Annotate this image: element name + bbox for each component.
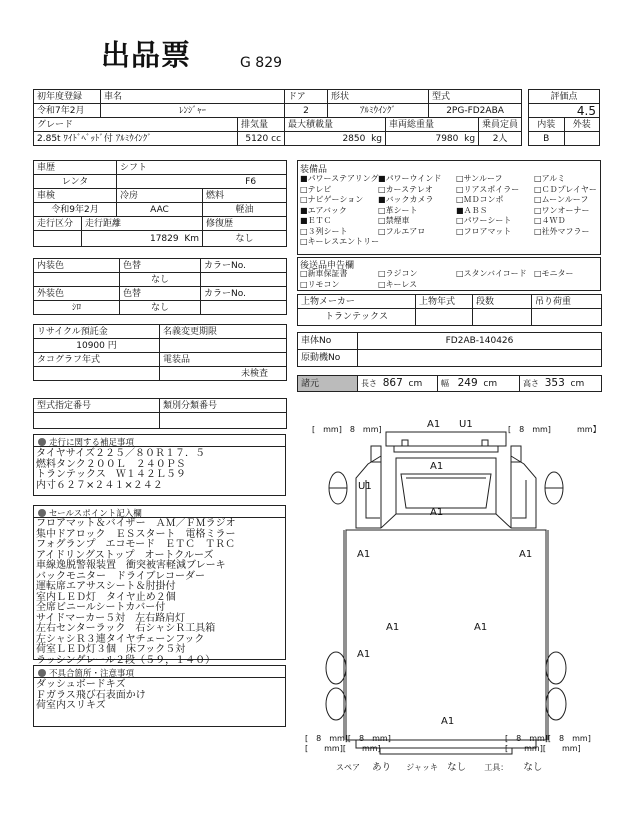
docs-item-label: ラジコン xyxy=(385,269,418,278)
exterior-grade-value xyxy=(564,132,600,146)
note-line: 集中ドアロック ＥＳスタート 電格ミラー xyxy=(36,528,236,540)
unchecked-box-icon: □ xyxy=(534,216,542,225)
equipment-item-label: ３列シート xyxy=(307,226,348,236)
unchecked-box-icon: □ xyxy=(534,269,542,278)
equipment-item xyxy=(300,194,363,205)
equipment-item xyxy=(378,194,434,205)
note-line: フロアマット＆バイザー ＡＭ／ＦＭラジオ xyxy=(36,518,236,529)
spare-label: スペア xyxy=(336,763,360,772)
equipment-item-label: フロアマット xyxy=(463,226,512,236)
max-load-label: 最大積載量 xyxy=(285,118,386,132)
aircon-label: 冷房 xyxy=(117,189,203,203)
docs-item xyxy=(378,268,418,279)
docs-item xyxy=(378,279,417,290)
tire-rear-right-1: [ 8 mm][ 8 mm] xyxy=(505,734,591,743)
checked-box-icon: ■ xyxy=(300,205,308,215)
equipment-item xyxy=(378,205,418,216)
equipment-item-label: エアバック xyxy=(307,205,347,215)
equipment-item xyxy=(300,173,379,184)
equipment-item xyxy=(456,226,511,237)
equipment-item-label: フルエアロ xyxy=(385,226,426,236)
equipment-item xyxy=(456,215,511,226)
docs-item-label: スタンバイコード xyxy=(463,269,527,278)
tool-value: なし xyxy=(523,762,543,773)
tool-label: 工具： xyxy=(484,763,509,772)
checked-box-icon: ■ xyxy=(300,216,308,225)
docs-item xyxy=(300,268,348,279)
unchecked-box-icon: □ xyxy=(456,226,464,236)
sales-points-header: セールスポイント記入欄 xyxy=(33,505,286,518)
equipment-item xyxy=(456,184,519,195)
unchecked-box-icon: □ xyxy=(300,280,308,289)
electrical-label: 電装品 xyxy=(160,353,287,367)
note-line: アイドリングストップ オートクルーズ xyxy=(36,549,214,561)
inspection-label: 車検 xyxy=(34,189,117,203)
checked-box-icon: ■ xyxy=(456,205,464,215)
chassis-no-label: 車体No xyxy=(298,333,358,350)
unchecked-box-icon: □ xyxy=(456,174,464,183)
checked-box-icon: ■ xyxy=(300,174,308,183)
grade-value: 2.85t ﾜｲﾄﾞﾍﾞｯﾄﾞ付 ｱﾙﾐｳｲﾝｸﾞ xyxy=(34,132,238,146)
note-line: 左右センターラック 右シャシＲ工具箱 xyxy=(36,623,216,634)
door-label: ドア xyxy=(285,90,328,104)
note-line: フォグランプ エコモード ＥＴＣ ＴＲＣ xyxy=(36,539,236,550)
equipment-item-label: 社外マフラー xyxy=(541,226,590,236)
equipment-item xyxy=(300,226,348,237)
score-label: 評価点 xyxy=(529,90,600,104)
equipment-item xyxy=(378,226,425,237)
equipment-item xyxy=(378,173,441,184)
equipment-item xyxy=(534,173,565,184)
inspection-value: 令和9年2月 xyxy=(34,203,117,217)
interior-color-label: 内装色 xyxy=(34,259,120,273)
lot-number: G 829 xyxy=(240,55,283,71)
equipment-item xyxy=(300,184,331,195)
tire-rear-right-2: [ mm][ mm] xyxy=(505,744,581,753)
mileage-class-label: 走行区分 xyxy=(34,217,82,231)
bullet-icon xyxy=(38,438,46,446)
unchecked-box-icon: □ xyxy=(378,269,386,278)
unchecked-box-icon: □ xyxy=(378,184,386,194)
equipment-item xyxy=(378,215,410,226)
history-value: レンタ xyxy=(34,175,117,189)
driving-notes-text xyxy=(36,449,205,491)
unchecked-box-icon: □ xyxy=(300,195,308,204)
exterior-color-label: 外装色 xyxy=(34,287,120,301)
unchecked-box-icon: □ xyxy=(300,237,308,246)
grade-label: グレード xyxy=(34,118,238,132)
name-change-label: 名義変更期限 xyxy=(160,325,287,339)
defects-text xyxy=(36,680,146,712)
capacity-label: 乗員定員 xyxy=(479,118,522,132)
interior-grade-label: 内装 xyxy=(529,118,565,132)
note-line: 室内ＬＥＤ灯 タイヤ止め２個 xyxy=(36,591,176,603)
exterior-color-no-label: カラーNo. xyxy=(201,287,287,301)
exterior-color-value: ｼﾛ xyxy=(34,301,120,315)
height-cell: 高さ 353 cm xyxy=(520,376,602,392)
note-line: 内寸６２７×２４１×２４２ xyxy=(36,479,163,491)
door-value: 2 xyxy=(285,104,328,118)
unchecked-box-icon: □ xyxy=(534,184,542,194)
damage-mark: A1 xyxy=(357,549,371,560)
unchecked-box-icon: □ xyxy=(534,195,542,204)
body-year-label: 上物年式 xyxy=(416,295,473,309)
unchecked-box-icon: □ xyxy=(534,174,542,183)
equipment-item xyxy=(456,173,503,184)
documents-label: 後送品申告欄 xyxy=(300,261,355,271)
name-change-value xyxy=(160,339,287,353)
grade-box xyxy=(528,89,600,146)
max-load-value: 2850 kg xyxy=(285,132,386,146)
displacement-label: 排気量 xyxy=(238,118,285,132)
equipment-item-label: ワンオーナー xyxy=(541,205,590,215)
unchecked-box-icon: □ xyxy=(378,226,386,236)
model-code-label: 型式 xyxy=(429,90,522,104)
electrical-value: 未検査 xyxy=(160,367,287,381)
vehicle-details-table xyxy=(33,160,287,247)
engine-no-value xyxy=(358,350,602,367)
equipment-item-label: テレビ xyxy=(307,184,332,194)
equipment-item-label: パワーステアリング xyxy=(307,174,379,183)
interior-recolor-label: 色替 xyxy=(120,259,201,273)
equipment-item xyxy=(534,226,590,237)
body-maker-label: 上物メーカー xyxy=(298,295,416,309)
length-cell: 長さ 867 cm xyxy=(358,376,438,392)
equipment-item xyxy=(534,205,590,216)
note-line: Ｆガラス飛び石表面かけ xyxy=(36,689,146,701)
recycle-table xyxy=(33,324,287,381)
first-reg-label: 初年度登録 xyxy=(34,90,101,104)
jack-label: ジャッキ xyxy=(406,763,439,772)
equipment-item-label: ＣＤプレイヤー xyxy=(541,184,597,194)
shift-value: F6 xyxy=(117,175,287,189)
damage-mark: A1 xyxy=(357,649,371,660)
damage-mark: A1 xyxy=(427,419,441,430)
capacity-value: 2人 xyxy=(479,132,522,146)
width-cell: 幅 249 cm xyxy=(438,376,520,392)
note-line: タイヤサイズ２２５／８０Ｒ１７．５ xyxy=(36,448,205,459)
unchecked-box-icon: □ xyxy=(456,195,464,204)
docs-item-label: 新車保証書 xyxy=(307,269,348,278)
equipment-item xyxy=(534,194,588,205)
docs-item-label: モニター xyxy=(541,269,574,278)
damage-mark: A1 xyxy=(386,622,400,633)
unchecked-box-icon: □ xyxy=(300,269,308,278)
equipment-item-label: 革シート xyxy=(385,205,418,215)
unchecked-box-icon: □ xyxy=(378,280,386,289)
damage-mark: A1 xyxy=(430,507,444,518)
unchecked-box-icon: □ xyxy=(300,226,308,236)
driving-notes-header: 走行に関する補足事項 xyxy=(33,434,286,447)
note-line: ラッシングレール２段（５９，１４０） xyxy=(36,654,216,666)
equipment-item-label: ムーンルーフ xyxy=(541,195,589,204)
unchecked-box-icon: □ xyxy=(456,216,464,225)
sheet-title: 出品票 xyxy=(101,38,192,72)
tachograph-label: タコグラフ年式 xyxy=(34,353,160,367)
equipment-item xyxy=(300,236,379,247)
sales-points-text xyxy=(36,519,236,666)
unchecked-box-icon: □ xyxy=(534,205,542,215)
gross-weight-label: 車両総重量 xyxy=(386,118,479,132)
unchecked-box-icon: □ xyxy=(456,269,464,278)
mileage-label: 走行距離 xyxy=(82,217,203,231)
tire-front-left: [ mm] 8 mm] xyxy=(312,425,382,434)
equipment-item-label: ＭＤコンポ xyxy=(463,195,504,204)
specs-label: 諸元 xyxy=(298,376,358,392)
note-line: 左シャシＲ３連タイヤチェーンフック xyxy=(36,633,205,645)
docs-item xyxy=(300,279,340,290)
checked-box-icon: ■ xyxy=(378,174,386,183)
exterior-grade-label: 外装 xyxy=(564,118,600,132)
body-maker-value: トランテックス xyxy=(298,309,416,326)
car-name-label: 車名 xyxy=(101,90,285,104)
bullet-icon xyxy=(38,669,46,677)
equipment-item xyxy=(378,184,433,195)
defects-header: 不具合箇所・注意事項 xyxy=(33,665,286,678)
damage-mark: U1 xyxy=(459,419,473,430)
note-line: 全席ビニールシートカバー付 xyxy=(36,602,166,613)
damage-mark: U1 xyxy=(358,481,372,492)
equipment-item-label: サンルーフ xyxy=(463,174,503,183)
equipment-item xyxy=(300,205,347,216)
note-line: 燃料タンク２００Ｌ ２４０ＰＳ xyxy=(36,458,186,470)
fuel-label: 燃料 xyxy=(203,189,287,203)
docs-item xyxy=(534,268,574,279)
recycle-label: リサイクル預託金 xyxy=(34,325,160,339)
docs-item-label: キーレス xyxy=(385,280,418,289)
shift-label: シフト xyxy=(117,161,287,175)
body-info-table xyxy=(297,294,602,326)
equipment-item-label: パワーウインド xyxy=(385,174,442,183)
unchecked-box-icon: □ xyxy=(456,184,464,194)
docs-item-label: リモコン xyxy=(307,280,340,289)
checked-box-icon: ■ xyxy=(378,195,386,204)
interior-color-no-label: カラーNo. xyxy=(201,259,287,273)
truck-damage-diagram xyxy=(296,418,602,763)
category-no-label: 類別分類番号 xyxy=(160,399,287,413)
tire-front-right: [ 8 mm] xyxy=(508,425,551,434)
unchecked-box-icon: □ xyxy=(300,184,308,194)
first-reg-value: 令和7年2月 xyxy=(34,104,101,118)
note-line: ダッシュボードキズ xyxy=(36,679,126,690)
equipment-item-label: キーレスエントリー xyxy=(307,237,380,246)
gross-weight-value: 7980 kg xyxy=(386,132,479,146)
vehicle-header-table xyxy=(33,89,522,146)
equipment-item xyxy=(456,194,504,205)
equipment-item-label: ナビゲーション xyxy=(307,195,364,204)
note-line: 車線逸脱警報装置 衝突被害軽減ブレーキ xyxy=(36,560,226,571)
docs-item xyxy=(456,268,527,279)
interior-recolor-value: なし xyxy=(120,273,201,287)
shape-value: ｱﾙﾐｳｲﾝｸﾞ xyxy=(328,104,429,118)
displacement-value: 5120 cc xyxy=(238,132,285,146)
tire-rear-left-1: [ 8 mm][ 8 mm] xyxy=(305,734,391,743)
tire-front-right-unit: mm】 xyxy=(577,425,601,434)
chassis-table xyxy=(297,332,602,367)
equipment-label: 装備品 xyxy=(300,165,328,175)
equipment-item-label: カーステレオ xyxy=(385,184,433,194)
damage-mark: A1 xyxy=(474,622,488,633)
model-code-value: 2PG-FD2ABA xyxy=(429,104,522,118)
jack-value: なし xyxy=(447,762,467,773)
recycle-value: 10900 円 xyxy=(34,339,160,353)
color-table xyxy=(33,258,287,315)
tiers-label: 段数 xyxy=(473,295,532,309)
equipment-item xyxy=(300,215,332,226)
note-line: 荷室ＬＥＤ灯３個 床フック５対 xyxy=(36,644,186,655)
equipment-item-label: 禁煙車 xyxy=(385,216,410,225)
spare-value: あり xyxy=(372,762,392,773)
score-value: 4.5 xyxy=(529,104,600,118)
equipment-item-label: ＥＴＣ xyxy=(307,216,332,225)
equipment-item-label: バックカメラ xyxy=(385,195,434,204)
model-designation-table xyxy=(33,398,287,429)
equipment-item xyxy=(534,215,566,226)
exterior-recolor-label: 色替 xyxy=(120,287,201,301)
fuel-value: 軽油 xyxy=(203,203,287,217)
mileage-value: 17829 Km xyxy=(82,231,203,247)
spare-tools-row xyxy=(336,759,542,773)
note-line: サイドマーカー５対 左右路肩灯 xyxy=(36,612,186,624)
dimensions-table xyxy=(297,375,602,392)
exterior-recolor-value: なし xyxy=(120,301,201,315)
damage-mark: A1 xyxy=(430,461,444,472)
unchecked-box-icon: □ xyxy=(534,226,542,236)
history-label: 車歴 xyxy=(34,161,117,175)
interior-grade-value: B xyxy=(529,132,565,146)
unchecked-box-icon: □ xyxy=(378,205,386,215)
equipment-item-label: ＡＢＳ xyxy=(463,205,488,215)
designation-no-label: 型式指定番号 xyxy=(34,399,160,413)
equipment-item-label: リアスポイラー xyxy=(463,184,520,194)
engine-no-label: 原動機No xyxy=(298,350,358,367)
tire-rear-left-2: [ mm][ mm] xyxy=(305,744,381,753)
damage-mark: A1 xyxy=(441,716,455,727)
equipment-item xyxy=(456,205,488,216)
repair-history-label: 修復歴 xyxy=(203,217,287,231)
equipment-item-label: ４ＷＤ xyxy=(541,216,566,225)
shape-label: 形状 xyxy=(328,90,429,104)
aircon-value: AAC xyxy=(117,203,203,217)
equipment-item-label: アルミ xyxy=(541,174,566,183)
hoist-load-label: 吊り荷重 xyxy=(532,295,602,309)
equipment-item-label: パワーシート xyxy=(463,216,512,225)
note-line: バックモニター ドライブレコーダー xyxy=(36,570,205,582)
bullet-icon xyxy=(38,509,46,517)
unchecked-box-icon: □ xyxy=(378,216,386,225)
damage-mark: A1 xyxy=(519,549,533,560)
chassis-no-value: FD2AB-140426 xyxy=(358,333,602,350)
repair-history-value: なし xyxy=(203,231,287,247)
note-line: トランテックス Ｗ１４２Ｌ５９ xyxy=(36,469,186,480)
note-line: 荷室内スリキズ xyxy=(36,700,106,711)
car-name-value: ﾚﾝｼﾞｬｰ xyxy=(101,104,285,118)
note-line: 運転席エアサスシート＆肘掛付 xyxy=(36,581,176,592)
equipment-item xyxy=(534,184,597,195)
